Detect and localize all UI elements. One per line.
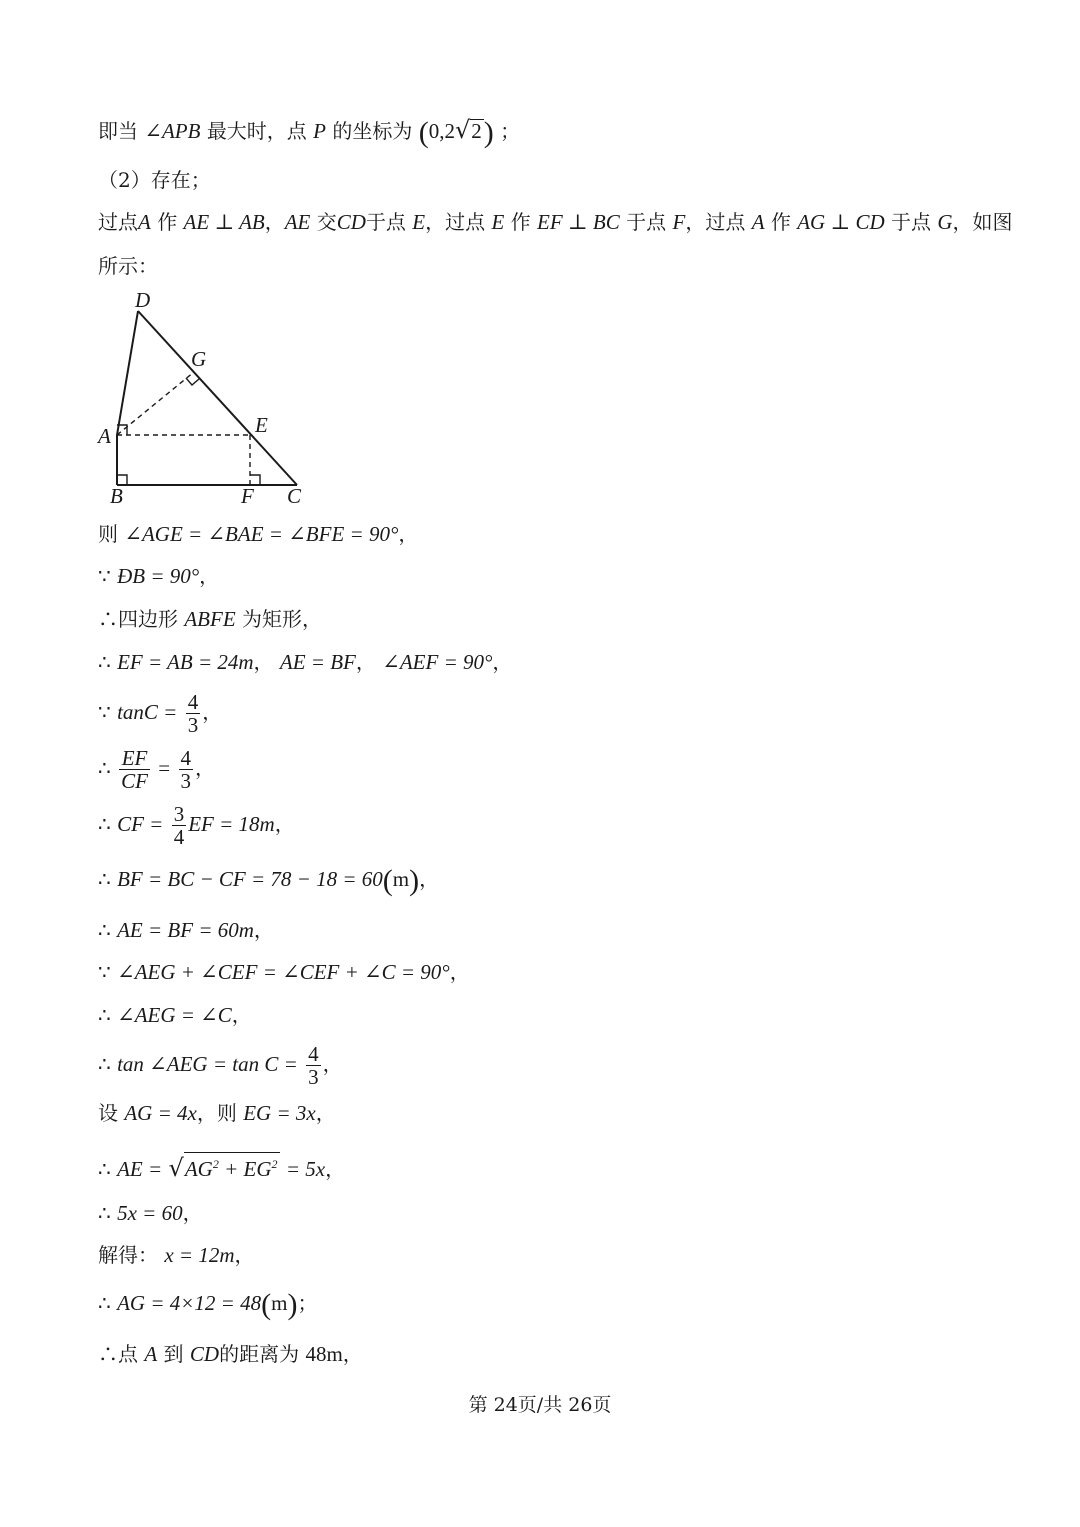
math-expr: EF = AB = 24m: [117, 650, 254, 674]
therefore-symbol: ∴: [98, 867, 111, 891]
text: ，: [315, 1101, 336, 1125]
step-11: [98, 1001, 252, 1029]
step-6: [98, 744, 215, 792]
left-paren: (: [261, 1288, 272, 1321]
math-var: A: [144, 1342, 158, 1366]
text: ，: [195, 756, 215, 780]
text: （2）存在；: [98, 168, 211, 192]
math-var: AG: [184, 1157, 213, 1181]
math-expr: x = 12m: [164, 1243, 235, 1267]
text: ，: [492, 650, 513, 674]
math-expr: tan ∠AEG = tan C =: [117, 1052, 298, 1076]
fraction: [186, 691, 201, 736]
math-var: + EG: [218, 1157, 272, 1181]
math-expr: AG = 4x: [124, 1101, 197, 1125]
math-var: E: [491, 210, 505, 234]
fraction: [119, 747, 150, 792]
therefore-symbol: ∴: [98, 1157, 111, 1181]
coord-value: 0,2: [428, 119, 455, 143]
label-E: E: [255, 413, 268, 437]
math-expr: = 5x: [285, 1157, 326, 1181]
sqrt-arg: [184, 1152, 280, 1180]
math-expr: tanC =: [117, 700, 178, 724]
text: 于点: [626, 210, 667, 234]
equals: =: [158, 756, 171, 780]
segment-AG: [117, 372, 194, 435]
math-expr: ∠AEG = ∠C: [117, 1003, 232, 1027]
math-var: CD: [336, 210, 366, 234]
math-expr: AE = BF = 60m: [117, 918, 254, 942]
text: ，: [264, 210, 285, 234]
text: 作: [770, 210, 791, 234]
math-var: A: [138, 210, 151, 234]
denominator: 3: [187, 713, 199, 737]
page-footer: 第 24页/共 26页: [468, 1394, 612, 1416]
math-expr: EF = 18m: [188, 812, 275, 836]
step-17: [98, 1288, 318, 1321]
text: 于点: [365, 210, 406, 234]
fraction: [172, 803, 187, 848]
step-13: [98, 1099, 336, 1127]
right-paren: ): [409, 864, 420, 897]
numerator: EF: [119, 747, 150, 770]
label-D: D: [135, 288, 151, 312]
step-16: [98, 1241, 255, 1269]
text: ，: [202, 700, 223, 724]
left-paren: (: [418, 116, 429, 149]
therefore-symbol: ∴: [98, 650, 111, 674]
text: ，: [274, 812, 295, 836]
step-1: [98, 520, 418, 548]
math-expr: ∠AEF = 90°: [382, 650, 493, 674]
math-var: F: [672, 210, 686, 234]
text: ，如图: [952, 210, 1013, 234]
text: ，: [449, 960, 470, 984]
step-18: [98, 1340, 363, 1368]
text: 即当: [98, 119, 138, 143]
math-expr: AG = 4×12 = 48: [117, 1291, 262, 1315]
fraction: [179, 747, 194, 792]
text-line-2: [98, 166, 211, 194]
math-expr: CF =: [117, 812, 164, 836]
because-symbol: ∵: [98, 960, 111, 984]
therefore-symbol: ∴: [98, 756, 111, 780]
exponent: 2: [271, 1157, 278, 1171]
step-10: [98, 958, 470, 986]
text: ，: [398, 522, 419, 546]
text: 的距离为: [219, 1342, 300, 1366]
math-expr: AG ⊥ CD: [797, 210, 885, 234]
therefore-symbol: ∴点: [98, 1342, 138, 1366]
text: 的坐标为: [332, 119, 413, 143]
text: 于点: [891, 210, 932, 234]
math-var: E: [412, 210, 426, 234]
right-paren: ): [287, 1288, 298, 1321]
math-var: AE: [284, 210, 311, 234]
step-9: [98, 916, 274, 944]
text: ，: [322, 1052, 343, 1076]
therefore-symbol: ∴: [98, 1003, 111, 1027]
text: ，: [253, 918, 274, 942]
sqrt-arg: 2: [471, 119, 482, 143]
text-line-3: [98, 208, 1013, 236]
step-5: [98, 688, 222, 736]
text: ，则: [196, 1101, 237, 1125]
text: 最大时，点: [206, 119, 307, 143]
math-var: CD: [189, 1342, 220, 1366]
text: ，过点: [685, 210, 746, 234]
label-C: C: [287, 484, 302, 508]
right-angle-G: [186, 378, 199, 385]
denominator: 4: [173, 825, 185, 849]
unit: m: [271, 1291, 288, 1315]
denominator: 3: [180, 769, 191, 793]
text: 到: [163, 1342, 184, 1366]
therefore-symbol: ∴: [98, 812, 111, 836]
math-expr: BF = BC − CF = 78 − 18 = 60: [117, 867, 383, 891]
text: ，: [231, 1003, 252, 1027]
math-expr: 48m: [305, 1342, 343, 1366]
text: 作: [157, 210, 178, 234]
text: ；: [297, 1291, 318, 1315]
text: 所示：: [98, 254, 158, 278]
unit: m: [392, 867, 410, 891]
text: 解得：: [98, 1243, 158, 1267]
fraction: [306, 1043, 321, 1088]
text: 作: [510, 210, 531, 234]
label-A: A: [98, 424, 111, 448]
sqrt-symbol: √: [454, 116, 471, 144]
math-var: G: [937, 210, 953, 234]
math-expr: ∠AGE = ∠BAE = ∠BFE = 90°: [124, 522, 399, 546]
therefore-symbol: ∴: [98, 1201, 111, 1225]
math-var: ABFE: [184, 607, 236, 631]
text: ，: [234, 1243, 255, 1267]
text-line-4: [98, 252, 158, 280]
denominator: CF: [121, 769, 148, 793]
sqrt-symbol: √: [168, 1154, 184, 1182]
right-paren: ): [483, 116, 494, 149]
text: 过点: [98, 210, 138, 234]
exponent: 2: [212, 1157, 219, 1171]
step-8: [98, 864, 440, 897]
text: 设: [98, 1101, 118, 1125]
step-15: [98, 1199, 203, 1227]
geometry-figure: [90, 285, 320, 510]
math-var: A: [751, 210, 765, 234]
math-angle: ∠APB: [144, 119, 201, 143]
math-expr: AE ⊥ AB: [183, 210, 265, 234]
math-var: P: [313, 119, 326, 143]
text: 则: [98, 522, 118, 546]
segment-DA: [117, 311, 138, 435]
math-expr: ∠AEG + ∠CEF = ∠CEF + ∠C = 90°: [117, 960, 450, 984]
label-G: G: [191, 347, 207, 371]
numerator: 4: [187, 690, 199, 714]
step-14: [98, 1152, 345, 1183]
text: ，: [355, 650, 376, 674]
text: ∴四边形: [98, 607, 178, 631]
math-expr: ÐB = 90°: [117, 564, 200, 588]
step-3: [98, 605, 322, 633]
text: 为矩形，: [242, 607, 323, 631]
because-symbol: ∵: [98, 700, 111, 724]
text: ；: [500, 119, 521, 143]
therefore-symbol: ∴: [98, 1291, 111, 1315]
math-expr: EG = 3x: [243, 1101, 316, 1125]
step-4: [98, 648, 512, 676]
therefore-symbol: ∴: [98, 1052, 111, 1076]
text: ，: [325, 1157, 346, 1181]
label-F: F: [241, 484, 254, 508]
numerator: 3: [173, 802, 185, 826]
text: ，: [199, 564, 220, 588]
step-7: [98, 800, 295, 848]
step-2: [98, 562, 219, 590]
numerator: 4: [308, 1042, 319, 1066]
label-B: B: [110, 484, 123, 508]
math-expr: 5x = 60: [117, 1201, 183, 1225]
math-expr: AE =: [117, 1157, 163, 1181]
text: ，: [342, 1342, 363, 1366]
numerator: 4: [180, 746, 191, 770]
denominator: 3: [308, 1065, 319, 1089]
text: ，过点: [425, 210, 486, 234]
step-12: [98, 1040, 343, 1088]
text: ，: [419, 867, 440, 891]
math-expr: EF ⊥ BC: [537, 210, 620, 234]
text-line-1: [98, 116, 521, 149]
math-expr: AE = BF: [279, 650, 356, 674]
text: ，: [253, 650, 274, 674]
text: 交: [316, 210, 337, 234]
because-symbol: ∵: [98, 564, 111, 588]
therefore-symbol: ∴: [98, 918, 111, 942]
text: ，: [182, 1201, 203, 1225]
left-paren: (: [382, 864, 393, 897]
